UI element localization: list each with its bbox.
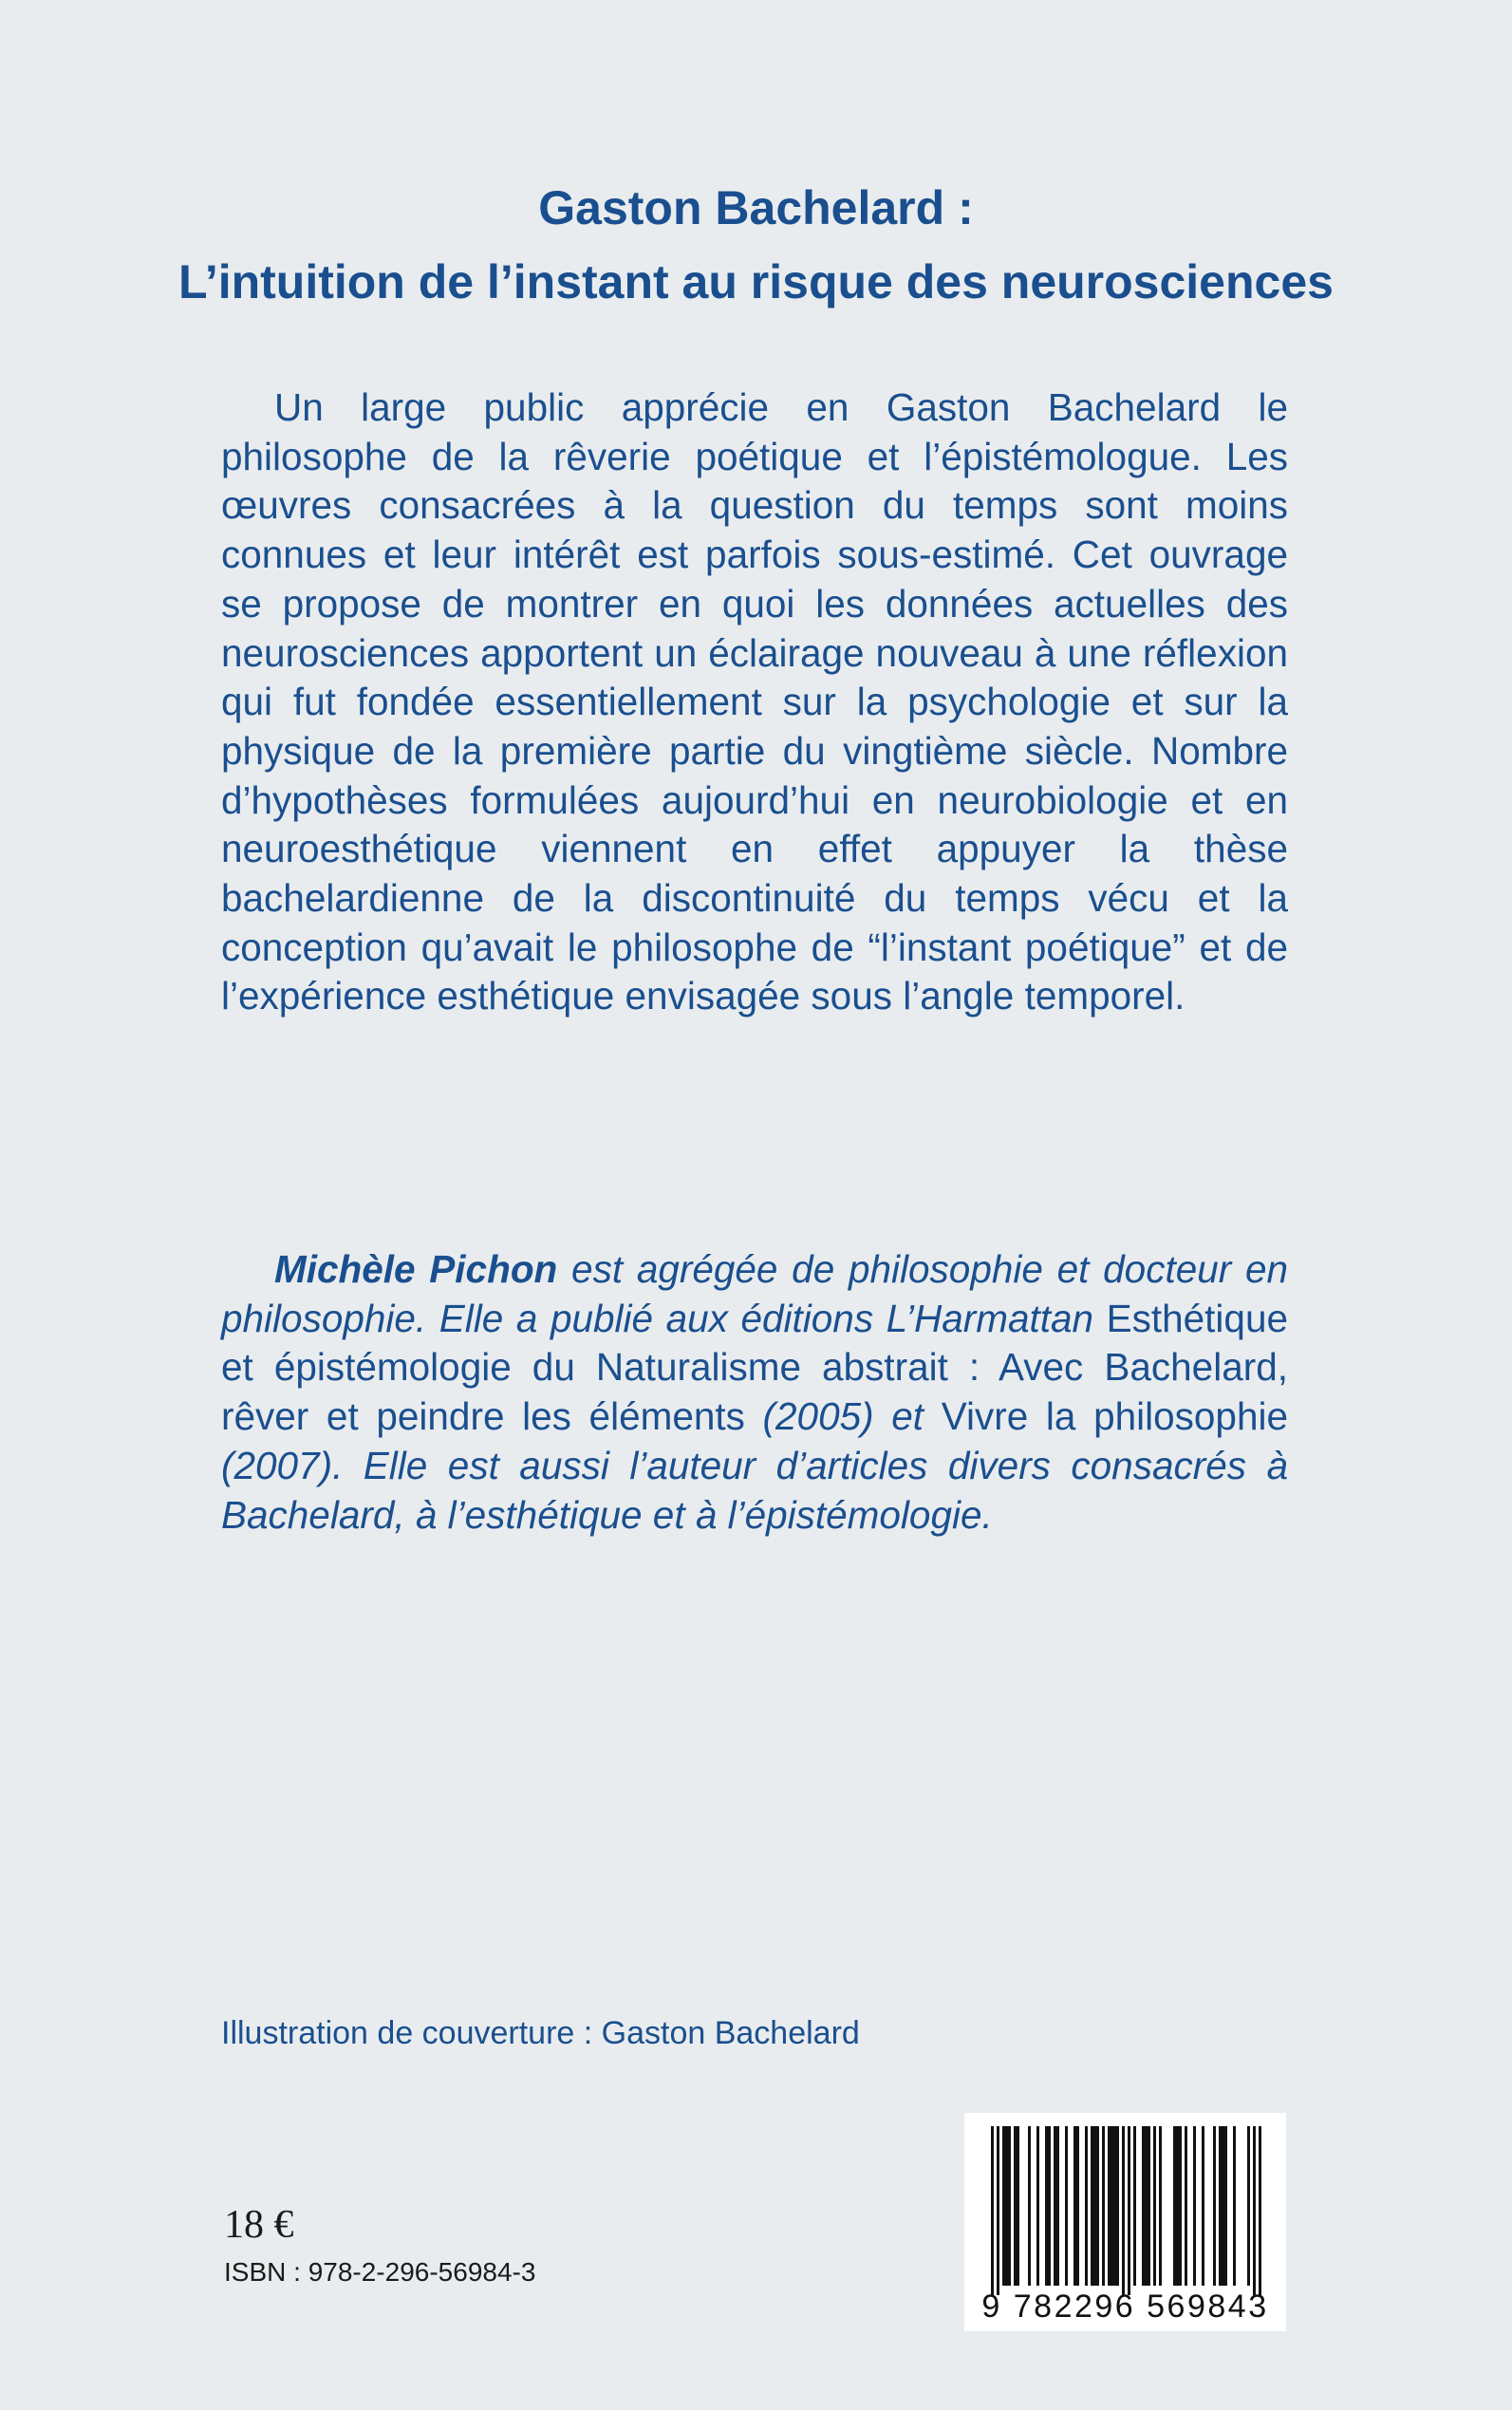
barcode-bar (1133, 2126, 1136, 2286)
author-bio (221, 1245, 1288, 1540)
bio-text-1: est agrégée de philosophie et docteur en philosophie. Elle a publié aux éditions L’Harmattan (221, 1247, 1289, 1340)
barcode-bar (1014, 2126, 1017, 2286)
barcode-bar (1045, 2126, 1048, 2286)
barcode-bar (1108, 2126, 1111, 2286)
barcode-bar (1128, 2126, 1130, 2295)
bio-text-2: (2007). Elle est aussi l’auteur d’articles divers consacrés à Bachelard, à l’esthétique et à l’épistémologie. (221, 1443, 1288, 1537)
bio-book-2: Vivre la philosophie (941, 1394, 1288, 1439)
barcode-bar (1091, 2126, 1093, 2286)
barcode-bar (1142, 2126, 1145, 2286)
barcode-bar (1111, 2126, 1113, 2286)
title-line-2: L’intuition de l’instant au risque des neurosciences (178, 255, 1334, 308)
barcode-bar (1247, 2126, 1250, 2286)
isbn: ISBN : 978-2-296-56984-3 (224, 2257, 536, 2287)
barcode-bar (1028, 2126, 1031, 2286)
barcode-bar (1102, 2126, 1105, 2286)
barcode-bar (1233, 2126, 1236, 2286)
barcode-bar (1085, 2126, 1088, 2286)
barcode-bar (1056, 2126, 1059, 2286)
barcode-bar (1222, 2126, 1224, 2286)
barcode-bar (1036, 2126, 1039, 2286)
barcode-bar (1005, 2126, 1008, 2286)
barcode-bar (1224, 2126, 1227, 2286)
barcode-bar (1179, 2126, 1182, 2286)
barcode-bar (1122, 2126, 1125, 2295)
bio-year-1: (2005) et (744, 1394, 942, 1439)
barcode-bar (1253, 2126, 1256, 2295)
author-name: Michèle Pichon (274, 1247, 558, 1291)
barcode-bar (997, 2126, 999, 2295)
barcode-bar (1148, 2126, 1150, 2286)
barcode (964, 2113, 1286, 2331)
barcode-bar (1008, 2126, 1011, 2286)
barcode-bar (1213, 2126, 1216, 2286)
barcode-bar (1153, 2126, 1156, 2286)
book-title (0, 171, 1512, 319)
barcode-bar (1159, 2126, 1162, 2286)
title-line-1: Gaston Bachelard : (538, 181, 974, 234)
cover-credit: Illustration de couverture : Gaston Bachelard (221, 2015, 860, 2051)
barcode-bar (1176, 2126, 1179, 2286)
barcode-bar (1076, 2126, 1079, 2286)
barcode-bar (1065, 2126, 1068, 2286)
barcode-bar (1259, 2126, 1261, 2295)
barcode-bar (1173, 2126, 1176, 2286)
barcode-bar (1093, 2126, 1096, 2286)
barcode-bar (991, 2126, 994, 2295)
barcode-bar (1017, 2126, 1019, 2286)
barcode-bar (1116, 2126, 1119, 2286)
summary-paragraph: Un large public apprécie en Gaston Bachelard le philosophe de la rêverie poétique et l’épistémologue. Les œuvres consacrées à la question du temps sont moins connues et leur intérêt est parfois sous-estimé. Cet ouvrage se propose de montrer en quoi les données actuelles des neurosciences apportent un éclairage nouveau à une réflexion qui fut fondée essentiellement sur la psychologie et sur la physique de la première partie du vingtième siècle. Nombre d’hypothèses formulées aujourd’hui en neurobiologie et en neuroesthétique viennent en effet appuyer la thèse bachelardienne de la discontinuité du temps vécu et la conception qu’avait le philosophe de “l’instant poétique” et de l’expérience esthétique envisagée sous l’angle temporel. (221, 385, 1288, 1018)
barcode-bar (1202, 2126, 1204, 2286)
barcode-bar (1219, 2126, 1222, 2286)
barcode-bar (1073, 2126, 1076, 2286)
bio-book-1: Esthétique et épistémologie du Naturalisme abstrait : Avec Bachelard, rêver et peindre les éléments (221, 1296, 1288, 1439)
barcode-bar (1113, 2126, 1116, 2286)
barcode-bar (1145, 2126, 1148, 2286)
barcode-bar (1193, 2126, 1196, 2286)
barcode-digits: 9 782296 569843 (981, 2289, 1269, 2325)
price: 18 € (224, 2203, 294, 2247)
barcode-bar (1048, 2126, 1051, 2286)
barcode-bar (1096, 2126, 1099, 2286)
barcode-bar (1054, 2126, 1056, 2286)
barcode-bar (1185, 2126, 1187, 2286)
barcode-bar (1002, 2126, 1005, 2286)
